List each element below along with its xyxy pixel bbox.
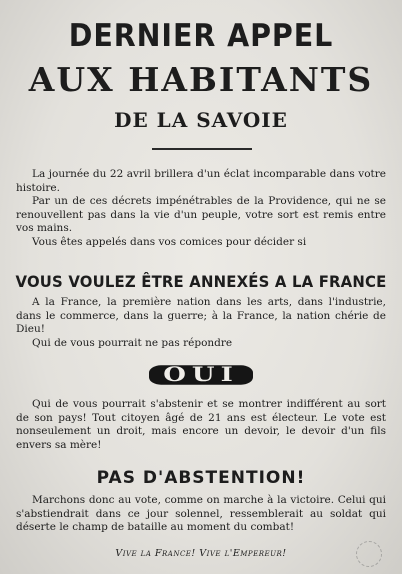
- annexation-headline: VOUS VOULEZ ÊTRE ANNEXÉS A LA FRANCE: [15, 272, 387, 291]
- divider-rule: [152, 148, 252, 150]
- closing-line: Vive la France! Vive l'Empereur!: [115, 548, 287, 559]
- paragraph-3: Vous êtes appelés dans vos comices pour décider si: [32, 235, 307, 248]
- paragraph-2: Par un de ces décrets impénétrables de la Providence, qui ne se renouvellent pas dans la vie d'un peuple, votre sort est remis entre vos mains.: [16, 195, 386, 234]
- paragraph-6: Qui de vous pourrait s'abstenir et se montrer indifférent au sort de son pays! Tout citoyen âgé de 21 ans est électeur. Le vote est nonseulement un droit, mais encore un devoir, le devoir d'un fils envers sa mère!: [16, 398, 386, 451]
- duty-paragraph: [16, 398, 386, 452]
- paragraph-5: Qui de vous pourrait ne pas répondre: [32, 336, 233, 349]
- paragraph-1: La journée du 22 avril brillera d'un éclat incomparable dans votre histoire.: [16, 168, 386, 194]
- march-paragraph: [16, 494, 386, 535]
- stamp-mark: [356, 541, 382, 567]
- paragraph-4: A la France, la première nation dans les arts, dans l'industrie, dans le commerce, dans la guerre; à la France, la nation chérie de Dieu!: [16, 296, 386, 335]
- title-line-1: DERNIER APPEL: [68, 18, 334, 54]
- paragraph-7: Marchons donc au vote, comme on marche à la victoire. Celui qui s'abstiendrait dans ce jour solennel, ressemblerait au soldat qui déserte le champ de bataille au moment du combat!: [16, 494, 386, 533]
- intro-paragraphs: [16, 168, 386, 249]
- title-line-2: AUX HABITANTS: [28, 60, 374, 99]
- abstention-heading: PAS D'ABSTENTION!: [96, 468, 306, 488]
- france-paragraphs: [16, 296, 386, 350]
- title-line-3: DE LA SAVOIE: [114, 108, 288, 132]
- oui-banner: [0, 362, 402, 388]
- oui-text: OUI: [149, 365, 252, 385]
